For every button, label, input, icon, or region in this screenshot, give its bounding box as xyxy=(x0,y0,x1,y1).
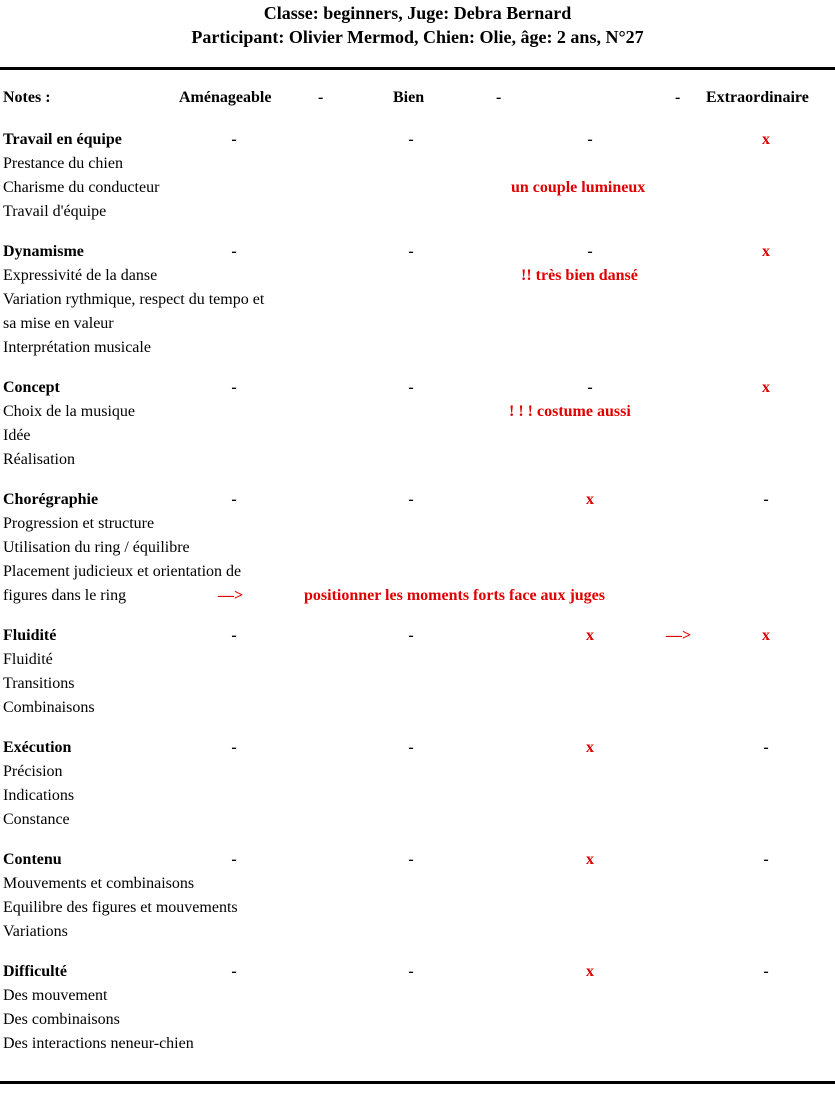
mark-extraordinaire: - xyxy=(763,851,769,868)
criterion: Prestance du chien xyxy=(3,155,123,172)
mark-extraordinaire: - xyxy=(763,739,769,756)
section-title: Contenu xyxy=(3,851,62,868)
section-title: Concept xyxy=(3,379,60,396)
judge-comment: !! très bien dansé xyxy=(521,267,638,284)
mark-tres-bien: x xyxy=(586,851,594,868)
criterion: Précision xyxy=(3,763,63,780)
mark-tres-bien: x xyxy=(586,491,594,508)
mark-amenageable: - xyxy=(231,851,237,868)
criterion: Charisme du conducteur xyxy=(3,179,160,196)
mark-tres-bien: - xyxy=(587,243,593,260)
mark-extraordinaire: - xyxy=(763,963,769,980)
criterion: Des interactions neneur-chien xyxy=(3,1035,194,1052)
section-title: Travail en équipe xyxy=(3,131,122,148)
section-title: Exécution xyxy=(3,739,72,756)
mark-bien: - xyxy=(408,851,414,868)
criterion: Equilibre des figures et mouvements xyxy=(3,899,238,916)
mark-amenageable: - xyxy=(231,379,237,396)
mark-amenageable: - xyxy=(231,491,237,508)
mark-extraordinaire: x xyxy=(762,131,770,148)
criterion: Réalisation xyxy=(3,451,75,468)
scale-dash-3: - xyxy=(675,89,681,106)
header-line-1: Classe: beginners, Juge: Debra Bernard xyxy=(263,3,572,23)
mark-amenageable: - xyxy=(231,627,237,644)
judge-comment: ! ! ! costume aussi xyxy=(509,403,631,420)
criterion: Mouvements et combinaisons xyxy=(3,875,195,892)
judge-comment: positionner les moments forts face aux juges xyxy=(304,587,606,604)
scale-bien: Bien xyxy=(393,89,425,106)
mark-bien: - xyxy=(408,627,414,644)
mark-amenageable: - xyxy=(231,963,237,980)
header-line-2: Participant: Olivier Mermod, Chien: Olie, âge: 2 ans, N°27 xyxy=(191,27,644,47)
mark-bien: - xyxy=(408,963,414,980)
criterion: sa mise en valeur xyxy=(3,315,114,332)
scale-amenageable: Aménageable xyxy=(179,89,272,106)
criterion: Choix de la musique xyxy=(3,403,135,420)
mark-tres-bien: - xyxy=(587,131,593,148)
criterion: Constance xyxy=(3,811,70,828)
criterion: Variation rythmique, respect du tempo et xyxy=(3,291,265,308)
criterion: Fluidité xyxy=(3,651,53,668)
mark-bien: - xyxy=(408,739,414,756)
mark-extraordinaire: x xyxy=(762,627,770,644)
mark-amenageable: - xyxy=(231,739,237,756)
mark-extraordinaire: x xyxy=(762,379,770,396)
section-title: Fluidité xyxy=(3,627,57,644)
criterion: Des combinaisons xyxy=(3,1011,120,1028)
scale-dash-2: - xyxy=(496,89,502,106)
criterion: figures dans le ring xyxy=(3,587,127,604)
mark-extraordinaire: - xyxy=(763,491,769,508)
mark-tres-bien: x xyxy=(586,627,594,644)
criterion: Idée xyxy=(3,427,31,444)
mark-tres-bien: x xyxy=(586,739,594,756)
mark-bien: - xyxy=(408,379,414,396)
criterion: Travail d'équipe xyxy=(3,203,107,220)
criterion: Transitions xyxy=(3,675,75,692)
mark-bien: - xyxy=(408,243,414,260)
section-title: Difficulté xyxy=(3,963,67,980)
criterion: Indications xyxy=(3,787,75,804)
section-title: Dynamisme xyxy=(3,243,84,260)
mark-tres-bien: - xyxy=(587,379,593,396)
mark-bien: - xyxy=(408,131,414,148)
criterion: Progression et structure xyxy=(3,515,155,532)
criterion: Utilisation du ring / équilibre xyxy=(3,539,190,556)
criterion: Variations xyxy=(3,923,68,940)
mark-amenageable: - xyxy=(231,131,237,148)
top-divider xyxy=(0,67,835,70)
arrow-icon: —> xyxy=(218,587,244,604)
scale-extraordinaire: Extraordinaire xyxy=(706,89,809,106)
mark-tres-bien: x xyxy=(586,963,594,980)
criterion: Des mouvement xyxy=(3,987,108,1004)
criterion: Combinaisons xyxy=(3,699,95,716)
scale-dash-1: - xyxy=(318,89,324,106)
bottom-divider xyxy=(0,1081,835,1084)
section-title: Chorégraphie xyxy=(3,491,99,508)
judge-comment: un couple lumineux xyxy=(511,179,646,196)
mark-amenageable: - xyxy=(231,243,237,260)
criterion: Interprétation musicale xyxy=(3,339,151,356)
criterion: Expressivité de la danse xyxy=(3,267,158,284)
mark-extraordinaire: x xyxy=(762,243,770,260)
mark-bien: - xyxy=(408,491,414,508)
arrow-icon: —> xyxy=(666,627,692,644)
criterion: Placement judicieux et orientation de xyxy=(3,563,242,580)
scale-label: Notes : xyxy=(3,89,51,106)
